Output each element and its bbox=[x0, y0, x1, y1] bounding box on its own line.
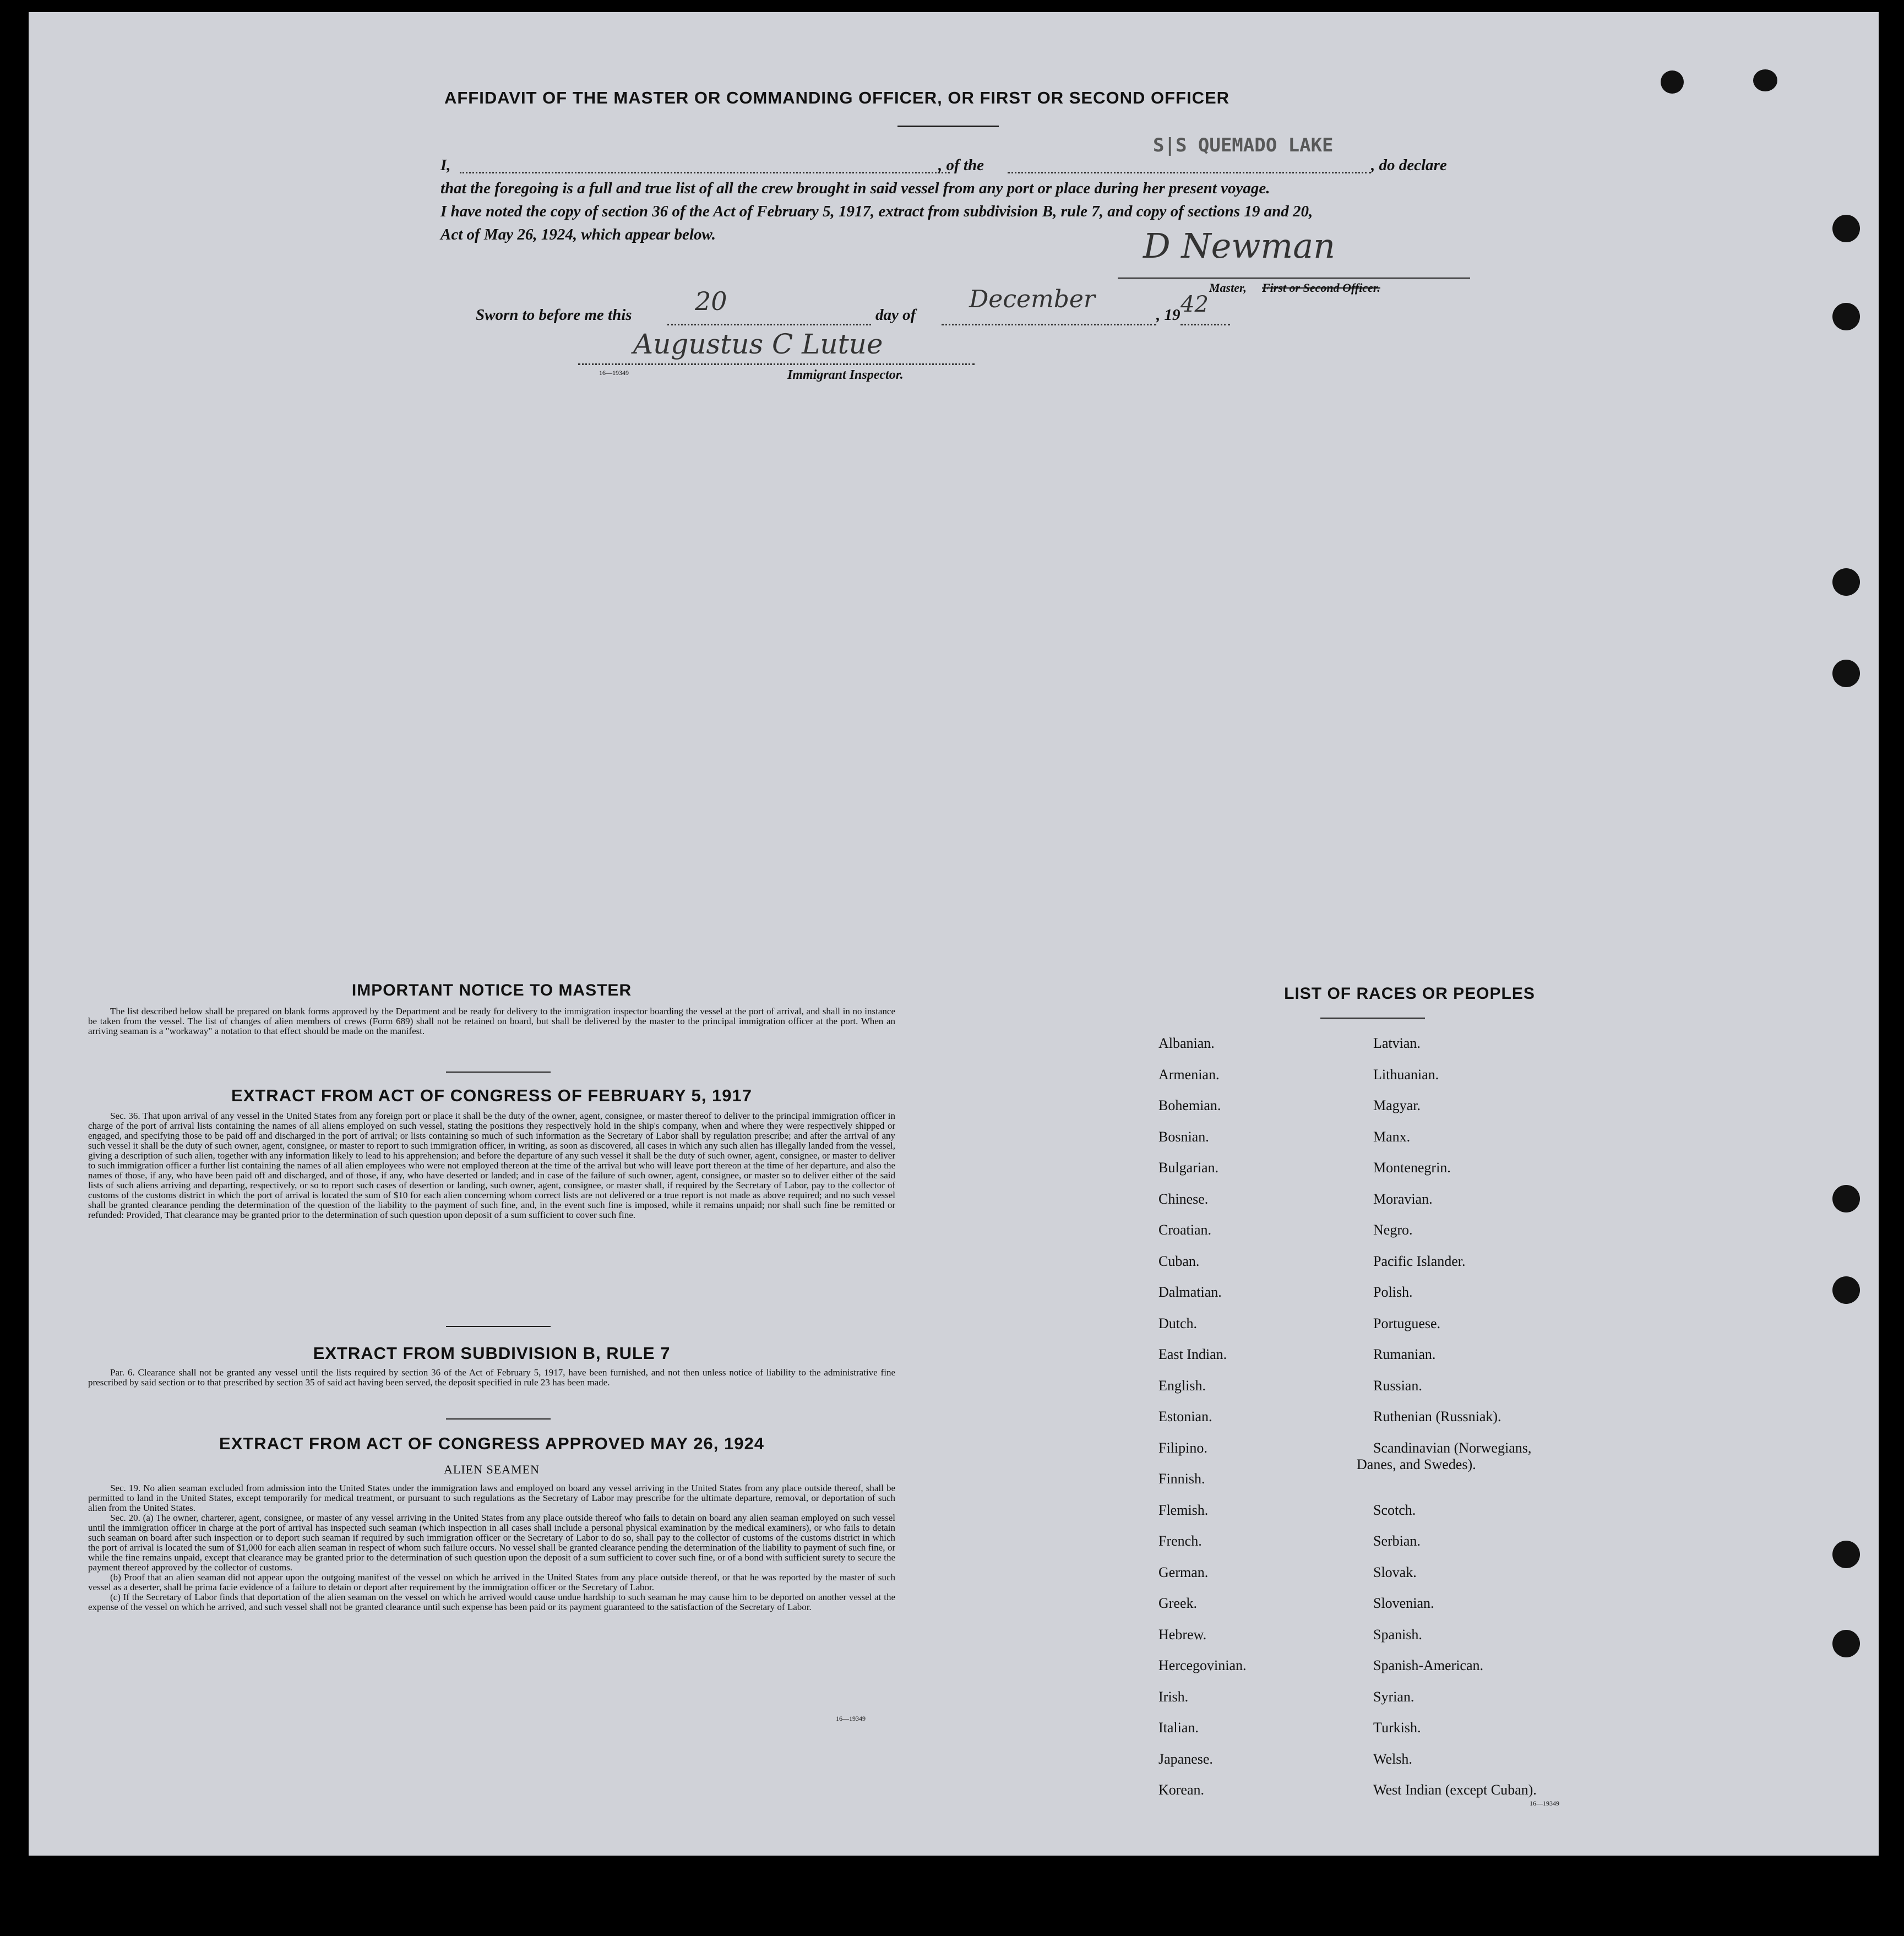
race-item: Rumanian. bbox=[1373, 1346, 1436, 1362]
race-item: French. bbox=[1158, 1533, 1202, 1549]
race-item: Japanese. bbox=[1158, 1750, 1213, 1767]
race-item: Portuguese. bbox=[1373, 1315, 1441, 1331]
punch-hole bbox=[1832, 215, 1860, 242]
race-item: Slovenian. bbox=[1373, 1595, 1434, 1611]
races-form-number: 16—19349 bbox=[1530, 1799, 1559, 1807]
subdivision-b-heading: EXTRACT FROM SUBDIVISION B, RULE 7 bbox=[313, 1344, 671, 1363]
inspector-blank bbox=[578, 363, 975, 365]
race-item: Ruthenian (Russniak). bbox=[1373, 1409, 1502, 1424]
race-item: Montenegrin. bbox=[1373, 1160, 1451, 1176]
name-blank bbox=[460, 172, 950, 173]
sec-20c-paragraph: (c) If the Secretary of Labor finds that deportation of the alien seaman on the vessel on which he arrived would cause undue hardship to such seaman he may cause him to be deported on another vessel at the expense of the vessel on which he arrived, and such vessel shall not be granted clearance until such expense has been paid or its payment guaranteed to the satisfaction of the Secretary of Labor. bbox=[88, 1592, 895, 1612]
affidavit-of-the: , of the bbox=[938, 156, 984, 174]
races-divider bbox=[1320, 1018, 1425, 1019]
extract-1924-heading: EXTRACT FROM ACT OF CONGRESS APPROVED MAY 26, 1924 bbox=[219, 1434, 764, 1453]
race-item: Welsh. bbox=[1373, 1750, 1412, 1767]
race-item: Albanian. bbox=[1158, 1035, 1215, 1051]
punch-hole bbox=[1832, 660, 1860, 687]
punch-hole bbox=[1832, 1185, 1860, 1212]
race-item: Spanish. bbox=[1373, 1626, 1422, 1643]
year-prefix: , 19 bbox=[1156, 306, 1181, 324]
race-item: East Indian. bbox=[1158, 1346, 1227, 1362]
inspector-signature: Augustus C Lutue bbox=[633, 328, 883, 360]
race-item: Spanish-American. bbox=[1373, 1657, 1484, 1673]
race-item: Chinese. bbox=[1158, 1190, 1209, 1207]
race-item: Bohemian. bbox=[1158, 1097, 1221, 1113]
race-item: Filipino. bbox=[1158, 1439, 1207, 1456]
race-item: Lithuanian. bbox=[1373, 1066, 1439, 1083]
race-item: Hebrew. bbox=[1158, 1626, 1207, 1643]
alien-seamen-subheading: ALIEN SEAMEN bbox=[444, 1462, 540, 1476]
vessel-blank bbox=[1008, 172, 1371, 173]
affidavit-title: AFFIDAVIT OF THE MASTER OR COMMANDING OFFICER, OR FIRST OR SECOND OFFICER bbox=[444, 88, 1230, 107]
month-blank bbox=[942, 324, 1156, 325]
inspector-label: Immigrant Inspector. bbox=[787, 368, 904, 382]
race-item: Polish. bbox=[1373, 1284, 1413, 1300]
affidavit-line-2: that the foregoing is a full and true list of all the crew brought in said vessel from any port or place during her present voyage. bbox=[440, 180, 1270, 197]
sworn-text: Sworn to before me this bbox=[476, 306, 632, 324]
extract-1917-heading: EXTRACT FROM ACT OF CONGRESS OF FEBRUARY 5, 1917 bbox=[231, 1086, 752, 1105]
punch-hole bbox=[1753, 69, 1777, 91]
race-item: Scandinavian (Norwegians, bbox=[1373, 1439, 1532, 1456]
day-of-text: day of bbox=[875, 306, 916, 324]
race-item: Finnish. bbox=[1158, 1471, 1205, 1487]
race-item: Bosnian. bbox=[1158, 1128, 1209, 1145]
master-signature: D Newman bbox=[1143, 226, 1336, 266]
race-item: Turkish. bbox=[1373, 1720, 1421, 1736]
master-label: Master, bbox=[1209, 281, 1247, 295]
divider bbox=[446, 1418, 551, 1420]
race-item: Dutch. bbox=[1158, 1315, 1198, 1331]
race-item: Bulgarian. bbox=[1158, 1160, 1219, 1176]
punch-hole bbox=[1832, 1541, 1860, 1568]
year-blank bbox=[1181, 324, 1230, 325]
race-item: Armenian. bbox=[1158, 1066, 1220, 1083]
race-item: Slovak. bbox=[1373, 1564, 1417, 1580]
vessel-name-stamp: S|S QUEMADO LAKE bbox=[1153, 134, 1334, 156]
affidavit-line-3: I have noted the copy of section 36 of the Act of February 5, 1917, extract from subdivision B, rule 7, and copy of sections 19 and 20, bbox=[440, 203, 1313, 220]
race-item: Cuban. bbox=[1158, 1253, 1200, 1269]
notice-heading: IMPORTANT NOTICE TO MASTER bbox=[351, 981, 632, 999]
par-6-paragraph: Par. 6. Clearance shall not be granted any vessel until the lists required by section 36 of the Act of February 5, 1917, have been furnished, and not then unless notice of liability to the administrative fine prescribed by said section or to that prescribed by section 35 of said act having been served, the deposit specified in rule 23 has been made. bbox=[88, 1367, 895, 1388]
race-item: Estonian. bbox=[1158, 1409, 1212, 1424]
notice-paragraph: The list described below shall be prepared on blank forms approved by the Department and be ready for delivery to the immigration inspector boarding the vessel at the port of arrival, and shall in no instance be taken from the vessel. The list of changes of alien members of crews (Form 689) shall not be retained on board, but shall be delivered by the master to the principal immigration officer at the port. When an arriving seaman is a "workaway" a notation to that effect should be made on the manifest. bbox=[88, 1006, 895, 1036]
race-item: Serbian. bbox=[1373, 1533, 1421, 1549]
affidavit-do-declare: , do declare bbox=[1371, 156, 1447, 174]
race-item: Negro. bbox=[1373, 1222, 1413, 1238]
race-item: Croatian. bbox=[1158, 1222, 1212, 1238]
race-item: Greek. bbox=[1158, 1595, 1198, 1611]
struck-officer-label: First or Second Officer. bbox=[1262, 281, 1380, 295]
race-item: Italian. bbox=[1158, 1720, 1199, 1736]
extract-form-number: 16—19349 bbox=[836, 1715, 866, 1722]
sec-20a-paragraph: Sec. 20. (a) The owner, charterer, agent, consignee, or master of any vessel arriving in the United States from any place outside thereof who fails to detain on board any alien seaman employed on such vessel until the immigration officer in charge at the port of arrival has inspected such seaman (which inspection in all cases shall include a personal physical examination by the medical examiners), or who fails to detain such seaman on board after such inspection or to deport such seaman if required by such immigration officer or the Secretary of Labor to do so, shall pay to the collector of customs of the customs district in which the port of arrival is located the sum of $1,000 for each alien seaman in respect of whom such failure occurs. No vessel shall be granted clearance pending the determination of the liability to payment of such fine, or while the fine remains unpaid, except that clearance may be granted prior to the determination of such question upon the deposit of a sum sufficient to cover such fine, or of a bond with sufficient surety to secure the payment thereof approved by the collector of customs. bbox=[88, 1513, 895, 1573]
race-item: Dalmatian. bbox=[1158, 1284, 1222, 1300]
affidavit-line-4: Act of May 26, 1924, which appear below. bbox=[440, 226, 716, 243]
affidavit-form-number: 16—19349 bbox=[599, 369, 629, 377]
punch-hole bbox=[1832, 303, 1860, 330]
race-item: West Indian (except Cuban). bbox=[1373, 1782, 1537, 1798]
race-item: Pacific Islander. bbox=[1373, 1253, 1466, 1269]
punch-hole bbox=[1832, 1276, 1860, 1304]
race-item: Moravian. bbox=[1373, 1190, 1433, 1207]
affidavit-i: I, bbox=[440, 156, 451, 174]
subdivision-b-text bbox=[88, 1368, 895, 1388]
race-item: Danes, and Swedes). bbox=[1357, 1456, 1476, 1472]
race-item: Manx. bbox=[1373, 1128, 1411, 1145]
punch-hole bbox=[1832, 568, 1860, 596]
race-item: Irish. bbox=[1158, 1688, 1189, 1705]
races-heading: LIST OF RACES OR PEOPLES bbox=[1284, 985, 1535, 1003]
extract-1917-text bbox=[88, 1111, 895, 1220]
extract-1924-text bbox=[88, 1483, 895, 1612]
race-item: German. bbox=[1158, 1564, 1209, 1580]
race-item: Syrian. bbox=[1373, 1688, 1415, 1705]
sec-19-paragraph: Sec. 19. No alien seaman excluded from admission into the United States under the immigration laws and employed on board any vessel arriving in the United States from any place outside thereof, shall be permitted to land in the United States, except temporarily for medical treatment, or pursuant to such regulations as the Secretary of Labor may prescribe for the ultimate departure, removal, or deportation of such alien from the United States. bbox=[88, 1483, 895, 1513]
race-item: Flemish. bbox=[1158, 1502, 1209, 1518]
title-divider bbox=[897, 126, 999, 127]
year-handwritten: 42 bbox=[1181, 292, 1209, 317]
race-item: Latvian. bbox=[1373, 1035, 1421, 1051]
race-item: Scotch. bbox=[1373, 1502, 1416, 1518]
sec-36-paragraph: Sec. 36. That upon arrival of any vessel in the United States from any foreign port or place it shall be the duty of the owner, agent, consignee, or master thereof to deliver to the principal immigration officer in charge of the port of arrival lists containing the names of all aliens employed on such vessel, stating the positions they respectively hold in the ship's company, when and where they were respectively shipped or engaged, and specifying those to be paid off and discharged in the port of arrival; or lists containing so much of such information as the Secretary of Labor shall by regulation prescribe; and after the arrival of any such vessel it shall be the duty of such owner, agent, consignee, or master to report to such immigration officer, in writing, as soon as discovered, all cases in which any such alien has illegally landed from the vessel, giving a description of such alien, together with any information likely to lead to his apprehension; and before the departure of any such vessel it shall be the duty of such owner, agent, consignee, or master to deliver to such immigration officer a further list containing the names of all alien employees who were not employed thereon at the time of the arrival but who will leave port thereon at the time of her departure, and also the names of those, if any, who have been paid off and discharged, and of those, if any, who have deserted or landed; and in case of the failure of such owner, agent, consignee, or master so to deliver either of the said lists of such aliens arriving and departing, respectively, or so to report such cases of desertion or landing, such owner, agent, consignee, or master shall, if required by the Secretary of Labor, pay to the collector of customs of the customs district in which the port of arrival is located the sum of $10 for each alien concerning whom correct lists are not delivered or a true report is not made as above required; and no such vessel shall be granted clearance pending the determination of the question of the liability to the payment of such fine, and, in the event such fine is imposed, while it remains unpaid; nor shall such fine be remitted or refunded: Provided, That clearance may be granted prior to the determination of such question upon deposit of a sum sufficient to cover such fine. bbox=[88, 1111, 895, 1220]
month-handwritten: December bbox=[969, 285, 1095, 313]
day-handwritten: 20 bbox=[695, 286, 727, 316]
sec-20b-paragraph: (b) Proof that an alien seaman did not appear upon the outgoing manifest of the vessel on which he arrived in the United States from any place outside thereof, or that he was reported by the master of such vessel as a deserter, shall be prima facie evidence of a failure to detain or deport after requirement by the immigration officer or the Secretary of Labor. bbox=[88, 1572, 895, 1592]
day-blank bbox=[667, 324, 871, 325]
signature-line bbox=[1118, 278, 1470, 279]
race-item: Hercegovinian. bbox=[1158, 1657, 1247, 1673]
notice-text bbox=[88, 1007, 895, 1036]
divider bbox=[446, 1326, 551, 1327]
race-item: Magyar. bbox=[1373, 1097, 1421, 1113]
race-item: Korean. bbox=[1158, 1782, 1205, 1798]
race-item: Russian. bbox=[1373, 1377, 1422, 1394]
punch-hole bbox=[1832, 1630, 1860, 1657]
divider bbox=[446, 1072, 551, 1073]
race-item: English. bbox=[1158, 1377, 1206, 1394]
